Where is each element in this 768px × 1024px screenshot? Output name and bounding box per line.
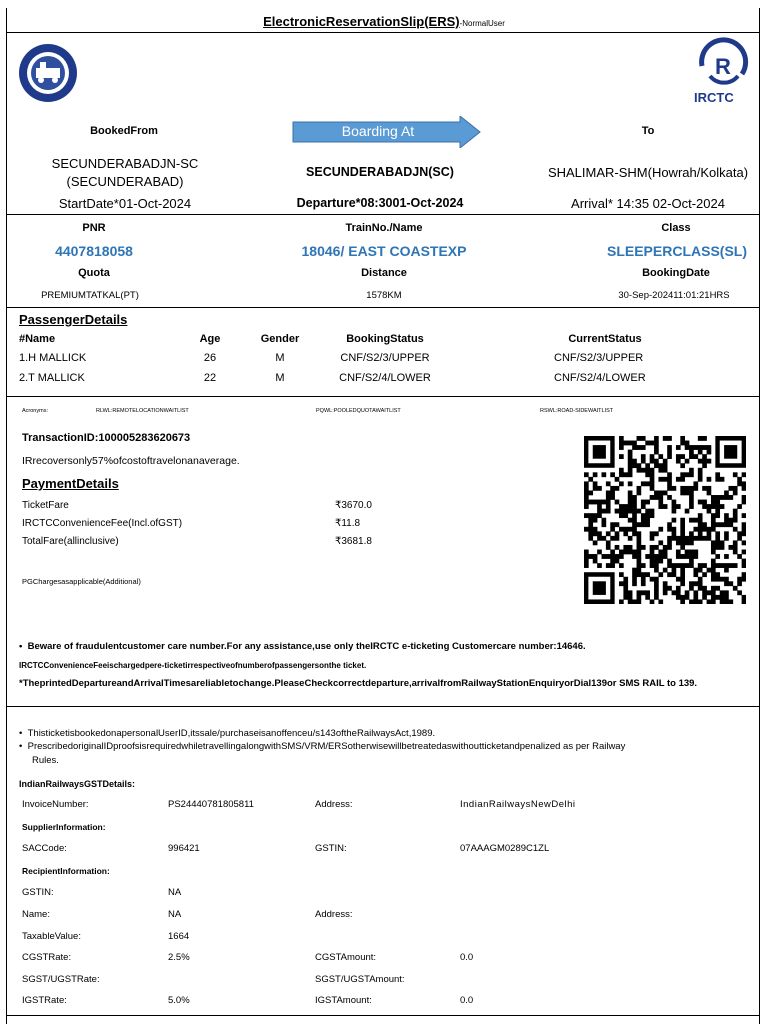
col-age: Age — [199, 333, 221, 345]
name-value: NA — [168, 909, 182, 920]
pnr-value: 4407818058 — [55, 243, 133, 259]
acronym-rswl: RSWL:ROAD-SIDEWAITLIST — [540, 408, 614, 414]
recipient-gstin-label: GSTIN: — [22, 887, 54, 898]
col-name: #Name — [19, 333, 56, 345]
cgst-rate-label: CGSTRate: — [22, 952, 72, 963]
class-value: SLEEPERCLASS(SL) — [606, 243, 747, 259]
passenger-age: 26 — [203, 352, 217, 364]
booking-date-value: 30-Sep-202411:01:21HRS — [618, 290, 730, 301]
distance-value: 1578KM — [366, 290, 402, 301]
booking-date-label: BookingDate — [642, 267, 710, 279]
ticket-fare-label: TicketFare — [22, 500, 69, 511]
boarding-station: SECUNDERABADJN(SC) — [306, 165, 454, 179]
transaction-id: TransactionID:100005283620673 — [22, 432, 191, 444]
to-station: SHALIMAR-SHM(Howrah/Kolkata) — [547, 165, 749, 180]
igst-amount-value: 0.0 — [460, 995, 474, 1006]
address-value: IndianRailwaysNewDelhi — [460, 799, 576, 810]
boarding-label: Boarding At — [341, 123, 415, 139]
recipient-gstin-value: NA — [168, 887, 182, 898]
cgst-rate-value: 2.5% — [168, 952, 190, 963]
passenger-current-status: CNF/S2/4/LOWER — [554, 372, 646, 384]
class-label: Class — [661, 222, 691, 234]
irctc-logo-text: IRCTC — [694, 90, 734, 105]
quota-value: PREMIUMTATKAL(PT) — [41, 290, 139, 301]
rule-id-proof: • PrescribedoriginalIDproofsisrequiredwhiletravellingalongwithSMS/VRM/ERSotherwisewillbetreatedaswithoutticketandpenalized as per Railway — [19, 741, 626, 752]
sac-label: SACCode: — [22, 843, 67, 854]
from-station-line1: SECUNDERABADJN-SC — [51, 156, 199, 171]
supplier-heading: SupplierInformation: — [22, 822, 106, 832]
passenger-booking-status: CNF/S2/3/UPPER — [340, 352, 430, 364]
fraud-warning: • Beware of fraudulentcustomer care number.For any assistance,use only theIRCTC e-ticketing Customercare number:14646. — [19, 641, 586, 652]
passenger-gender: M — [275, 372, 285, 384]
arrival-time: Arrival* 14:35 02-Oct-2024 — [571, 196, 725, 211]
indian-railways-logo-icon — [16, 42, 80, 104]
col-booking-status: BookingStatus — [346, 333, 424, 345]
taxable-label: TaxableValue: — [22, 931, 81, 942]
convenience-fee-label: IRCTCConvenienceFee(Incl.ofGST) — [22, 518, 183, 529]
departure-time: Departure*08:3001-Oct-2024 — [296, 196, 464, 210]
bullet-icon: • — [19, 728, 28, 739]
invoice-value: PS24440781805811 — [168, 799, 254, 810]
train-label: TrainNo./Name — [345, 222, 423, 234]
train-value: 18046/ EAST COASTEXP — [301, 243, 467, 259]
from-station-line2: (SECUNDERABAD) — [66, 174, 184, 189]
gstin-label: GSTIN: — [315, 843, 347, 854]
igst-rate-label: IGSTRate: — [22, 995, 67, 1006]
col-current-status: CurrentStatus — [568, 333, 642, 345]
quota-label: Quota — [78, 267, 110, 279]
col-gender: Gender — [260, 333, 300, 345]
divider — [6, 1015, 760, 1016]
convenience-fee-note: IRCTCConvenienceFeeischargedpere-ticketirrespectiveofnumberofpassengersonthe ticket. — [19, 661, 367, 670]
sgst-amount-label: SGST/UGSTAmount: — [315, 974, 405, 985]
gstin-value: 07AAAGM0289C1ZL — [460, 843, 550, 854]
divider — [6, 706, 760, 707]
timing-note: *TheprintedDepartureandArrivalTimesareliabletochange.PleaseCheckcorrectdeparture,arrivalfromRailwayStationEnquiryorDial139or SMS RAIL to 139. — [19, 678, 698, 689]
acronym-rlwl: RLWL:REMOTELOCATIONWAITLIST — [96, 408, 189, 414]
divider — [6, 307, 760, 308]
invoice-label: InvoiceNumber: — [22, 799, 89, 810]
passenger-current-status: CNF/S2/3/UPPER — [554, 352, 644, 364]
to-label: To — [641, 125, 655, 137]
bullet-icon: • — [19, 641, 28, 652]
total-fare-label: TotalFare(allinclusive) — [22, 536, 119, 547]
cost-recovery-note: IRrecoversonly57%ofcostoftravelonanaverage. — [22, 455, 240, 467]
distance-label: Distance — [361, 267, 407, 279]
page-title: ElectronicReservationSlip(ERS)-NormalUser — [263, 14, 505, 29]
cgst-amount-value: 0.0 — [460, 952, 474, 963]
igst-amount-label: IGSTAmount: — [315, 995, 372, 1006]
passenger-details-heading: PassengerDetails — [19, 312, 128, 327]
taxable-value: 1664 — [168, 931, 190, 942]
ticket-fare-value: ₹3670.0 — [335, 500, 372, 511]
divider — [6, 396, 760, 397]
passenger-name: 1.H MALLICK — [19, 352, 87, 364]
svg-text:R: R — [715, 54, 731, 79]
convenience-fee-value: ₹11.8 — [335, 518, 361, 529]
total-fare-value: ₹3681.8 — [335, 536, 372, 547]
passenger-booking-status: CNF/S2/4/LOWER — [339, 372, 431, 384]
pg-charges-note: PGChargesasapplicable(Additional) — [22, 577, 141, 586]
rule-personal-id: • ThisticketisbookedonapersonalUserID,itssale/purchaseisanoffenceu/s143oftheRailwaysAct,1989. — [19, 728, 436, 739]
pnr-label: PNR — [82, 222, 106, 234]
bullet-icon: • — [19, 741, 28, 752]
gst-heading: IndianRailwaysGSTDetails: — [19, 779, 136, 789]
qr-code-icon — [584, 436, 746, 604]
rule-id-proof-cont: Rules. — [32, 755, 59, 766]
cgst-amount-label: CGSTAmount: — [315, 952, 377, 963]
divider — [6, 214, 760, 215]
address-label: Address: — [315, 799, 353, 810]
start-date: StartDate*01-Oct-2024 — [58, 196, 192, 211]
boarding-arrow — [292, 116, 482, 148]
booked-from-label: BookedFrom — [90, 125, 158, 137]
passenger-gender: M — [275, 352, 285, 364]
sgst-rate-label: SGST/UGSTRate: — [22, 974, 100, 985]
recipient-address-label: Address: — [315, 909, 353, 920]
acronyms-label: Acronyms: — [22, 408, 48, 414]
passenger-name: 2.T MALLICK — [19, 372, 85, 384]
payment-details-heading: PaymentDetails — [22, 476, 119, 491]
acronym-pqwl: PQWL:POOLEDQUOTAWAITLIST — [316, 408, 401, 414]
sac-value: 996421 — [168, 843, 200, 854]
passenger-age: 22 — [203, 372, 217, 384]
igst-rate-value: 5.0% — [168, 995, 190, 1006]
divider — [6, 32, 760, 33]
recipient-heading: RecipientInformation: — [22, 866, 110, 876]
name-label: Name: — [22, 909, 50, 920]
